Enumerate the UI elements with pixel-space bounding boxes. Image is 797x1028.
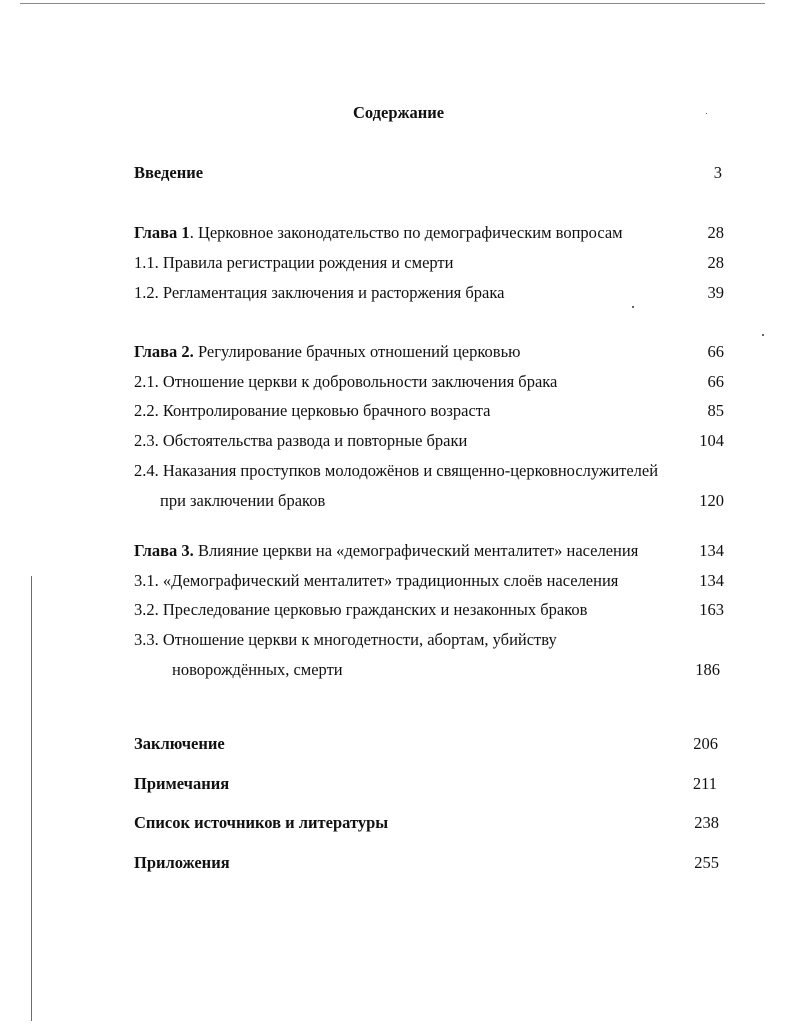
section-label: 2.1. Отношение церкви к добровольности заключения брака	[134, 372, 558, 391]
toc-page-number: 120	[699, 491, 724, 510]
chapter-prefix: Глава 2.	[134, 342, 194, 361]
toc-entry-notes[interactable]	[134, 774, 717, 794]
toc-page-number: 206	[693, 734, 718, 753]
toc-entry-introduction[interactable]	[134, 163, 724, 183]
toc-entry-label: Приложения	[134, 853, 230, 872]
toc-section-3-2[interactable]	[134, 600, 724, 620]
section-label: 1.1. Правила регистрации рождения и смерти	[134, 253, 454, 272]
toc-chapter-3[interactable]	[134, 541, 724, 561]
toc-page-number: 66	[707, 342, 724, 361]
section-label-continuation: при заключении браков	[160, 491, 326, 510]
toc-section-3-1[interactable]	[134, 571, 724, 591]
section-label: 3.3. Отношение церкви к многодетности, абортам, убийству	[134, 630, 557, 649]
chapter-title: Влияние церкви на «демографический менталитет» населения	[193, 541, 639, 560]
section-label: 1.2. Регламентация заключения и расторжения брака	[134, 283, 505, 302]
toc-page-number: 134	[699, 571, 724, 590]
page-title: Содержание	[352, 103, 445, 122]
chapter-prefix: Глава 3.	[134, 541, 194, 560]
chapter-title: . Церковное законодательство по демографическим вопросам	[189, 223, 623, 242]
section-label: 3.2. Преследование церковью гражданских и незаконных браков	[134, 600, 588, 619]
section-label: 3.1. «Демографический менталитет» традиционных слоёв населения	[134, 571, 619, 590]
toc-section-2-2[interactable]	[134, 401, 724, 421]
toc-page-number: 39	[707, 283, 724, 302]
toc-entry-sources[interactable]	[134, 813, 719, 833]
toc-section-3-3-continuation	[172, 660, 343, 680]
toc-page-number: 238	[694, 813, 719, 832]
toc-page-number: 255	[694, 853, 719, 872]
toc-section-2-4[interactable]	[134, 461, 724, 481]
toc-page-number: 134	[699, 541, 724, 560]
section-label: 2.4. Наказания проступков молодожёнов и священно-церковнослужителей	[134, 461, 659, 480]
toc-section-3-3[interactable]	[134, 630, 724, 650]
toc-section-1-1[interactable]	[134, 253, 724, 273]
toc-chapter-1[interactable]	[134, 223, 724, 243]
section-label: 2.2. Контролирование церковью брачного возраста	[134, 401, 491, 420]
chapter-prefix: Глава 1	[134, 223, 190, 242]
toc-page-number: 28	[707, 223, 724, 242]
toc-entry-label: Введение	[134, 163, 204, 182]
toc-entry-appendices[interactable]	[134, 853, 719, 873]
toc-section-1-2[interactable]	[134, 283, 724, 303]
toc-section-2-1[interactable]	[134, 372, 724, 392]
toc-page-number: 186	[695, 660, 720, 679]
chapter-title: Регулирование брачных отношений церковью	[193, 342, 521, 361]
toc-entry-label: Список источников и литературы	[134, 813, 389, 832]
toc-page-number: 3	[713, 163, 722, 182]
toc-entry-conclusion[interactable]	[134, 734, 718, 754]
section-label-continuation: новорождённых, смерти	[172, 660, 343, 679]
toc-section-2-3[interactable]	[134, 431, 724, 451]
scan-speck	[632, 306, 634, 308]
toc-chapter-2[interactable]	[134, 342, 724, 362]
toc-entry-label: Заключение	[134, 734, 225, 753]
scan-speck	[762, 334, 764, 336]
toc-page-number: 28	[707, 253, 724, 272]
toc-page-number: 104	[699, 431, 724, 450]
toc-entry-label: Примечания	[134, 774, 230, 793]
top-scan-edge-line	[20, 3, 765, 4]
left-scan-edge-line	[31, 576, 32, 1021]
section-label: 2.3. Обстоятельства развода и повторные браки	[134, 431, 468, 450]
toc-page-number: 163	[699, 600, 724, 619]
toc-page-number: 66	[707, 372, 724, 391]
toc-section-2-4-continuation	[160, 491, 325, 511]
toc-page-number: 211	[692, 774, 717, 793]
toc-page-number: 85	[707, 401, 724, 420]
